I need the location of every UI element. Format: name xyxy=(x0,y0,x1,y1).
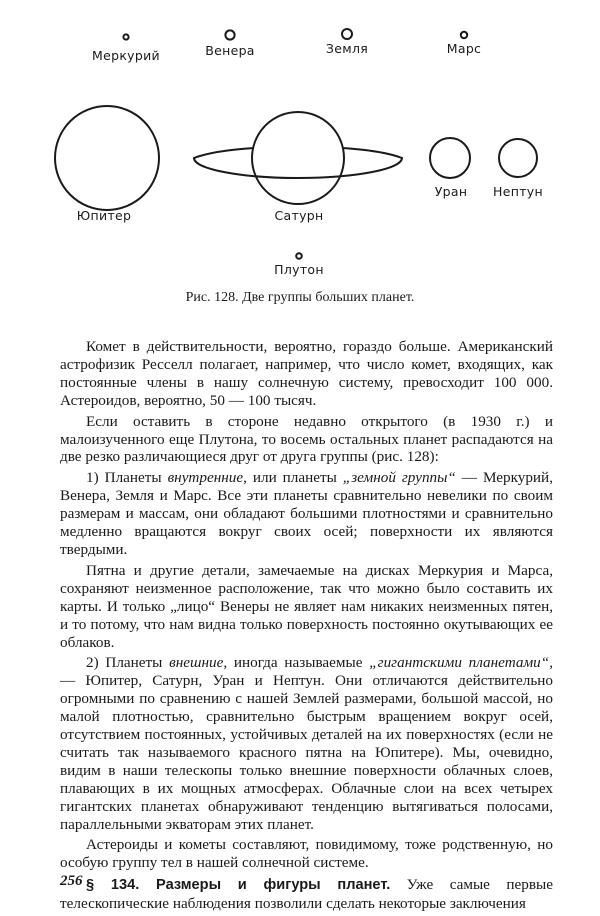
paragraph-5: 2) Планеты внешние, иногда называемые „гигантскими планетами“, — Юпитер, Сатурн, Уран и Нептун. Они отличаются действительно огромными по сравнению с нашей Землей размерами, большой массой, но малой плотностью, сравнительно быстрым вращением вокруг осей, отсутствием постоянных, устойчивых деталей на их поверхностях (если не считать так называемого красного пятна на Юпитере). Мы, очевидно, видим в наши телескопы только внешние поверхности облачных слоев, плавающих в их мощных атмосферах. Облачные слои на всех четырех гигантских планетах обнаруживают тенденцию вытягиваться полосами, параллельными экваторам этих планет. xyxy=(60,654,553,833)
mercury-circle xyxy=(123,34,128,39)
saturn-shape xyxy=(194,112,402,204)
earth-label: Земля xyxy=(325,41,369,56)
mars-circle xyxy=(461,32,467,38)
planets-diagram xyxy=(0,0,600,290)
paragraph-6: Астероиды и кометы составляют, повидимому, тоже родственную, но особую группу тел в нашей солнечной системе. xyxy=(60,836,553,872)
terrestrial-group-term: „земной группы“ xyxy=(342,469,456,487)
jupiter-label: Юпитер xyxy=(76,208,132,223)
paragraph-2: Если оставить в стороне недавно открытого (в 1930 г.) и малоизученного еще Плутона, то восемь остальных планет распадаются на две резко различающиеся друг от друга группы (рис. 128): xyxy=(60,412,553,466)
page-number: 256 xyxy=(60,873,83,889)
giant-planets-term: „гигантскими планетами“ xyxy=(369,654,550,672)
earth-circle xyxy=(342,29,352,39)
section-heading: § 134. Размеры и фигуры планет. xyxy=(86,877,391,894)
uranus-label: Уран xyxy=(434,184,468,199)
venus-circle xyxy=(225,30,234,39)
outer-planets-term: внешние xyxy=(169,654,224,672)
body-text xyxy=(60,338,553,916)
jupiter-circle xyxy=(55,106,159,210)
figure-caption: Рис. 128. Две группы больших планет. xyxy=(185,290,415,305)
pluto-circle xyxy=(296,253,302,259)
paragraph-4: Пятна и другие детали, замечаемые на дисках Меркурия и Марса, сохраняют неизменное расположение, так что можно было составить их карты. И только „лицо“ Венеры не являет нам никаких неизменных пятен, и то потому, что нам видна только поверхность постоянно окутывающих ее облаков. xyxy=(60,561,553,651)
neptune-label: Нептун xyxy=(493,184,543,199)
paragraph-3: 1) Планеты внутренние, или планеты „земной группы“ — Меркурий, Венера, Земля и Марс. Все эти планеты сравнительно невелики по своим размерам и массам, они обладают большими плотностями и сравнительно медленно вращаются вокруг своих осей; поверхности их являются твердыми. xyxy=(60,469,553,558)
saturn-label: Сатурн xyxy=(274,208,324,223)
neptune-circle xyxy=(499,139,537,177)
uranus-circle xyxy=(430,138,470,178)
mars-label: Марс xyxy=(446,41,482,56)
mercury-label: Меркурий xyxy=(92,48,160,63)
planets-figure xyxy=(0,0,600,290)
pluto-label: Плутон xyxy=(274,262,324,277)
inner-planets-term: внутренние xyxy=(167,469,244,487)
venus-label: Венера xyxy=(205,43,255,58)
paragraph-1: Комет в действительности, вероятно, гораздо больше. Американский астрофизик Ресселл полагает, например, что число комет, входящих, как постоянные члены в нашу солнечную систему, превосходит 100 000. Астероидов, вероятно, 50 — 100 тысяч. xyxy=(60,338,553,409)
paragraph-7: § 134. Размеры и фигуры планет. Уже самые первые телескопические наблюдения позволили сделать некоторые заключения xyxy=(60,876,553,913)
